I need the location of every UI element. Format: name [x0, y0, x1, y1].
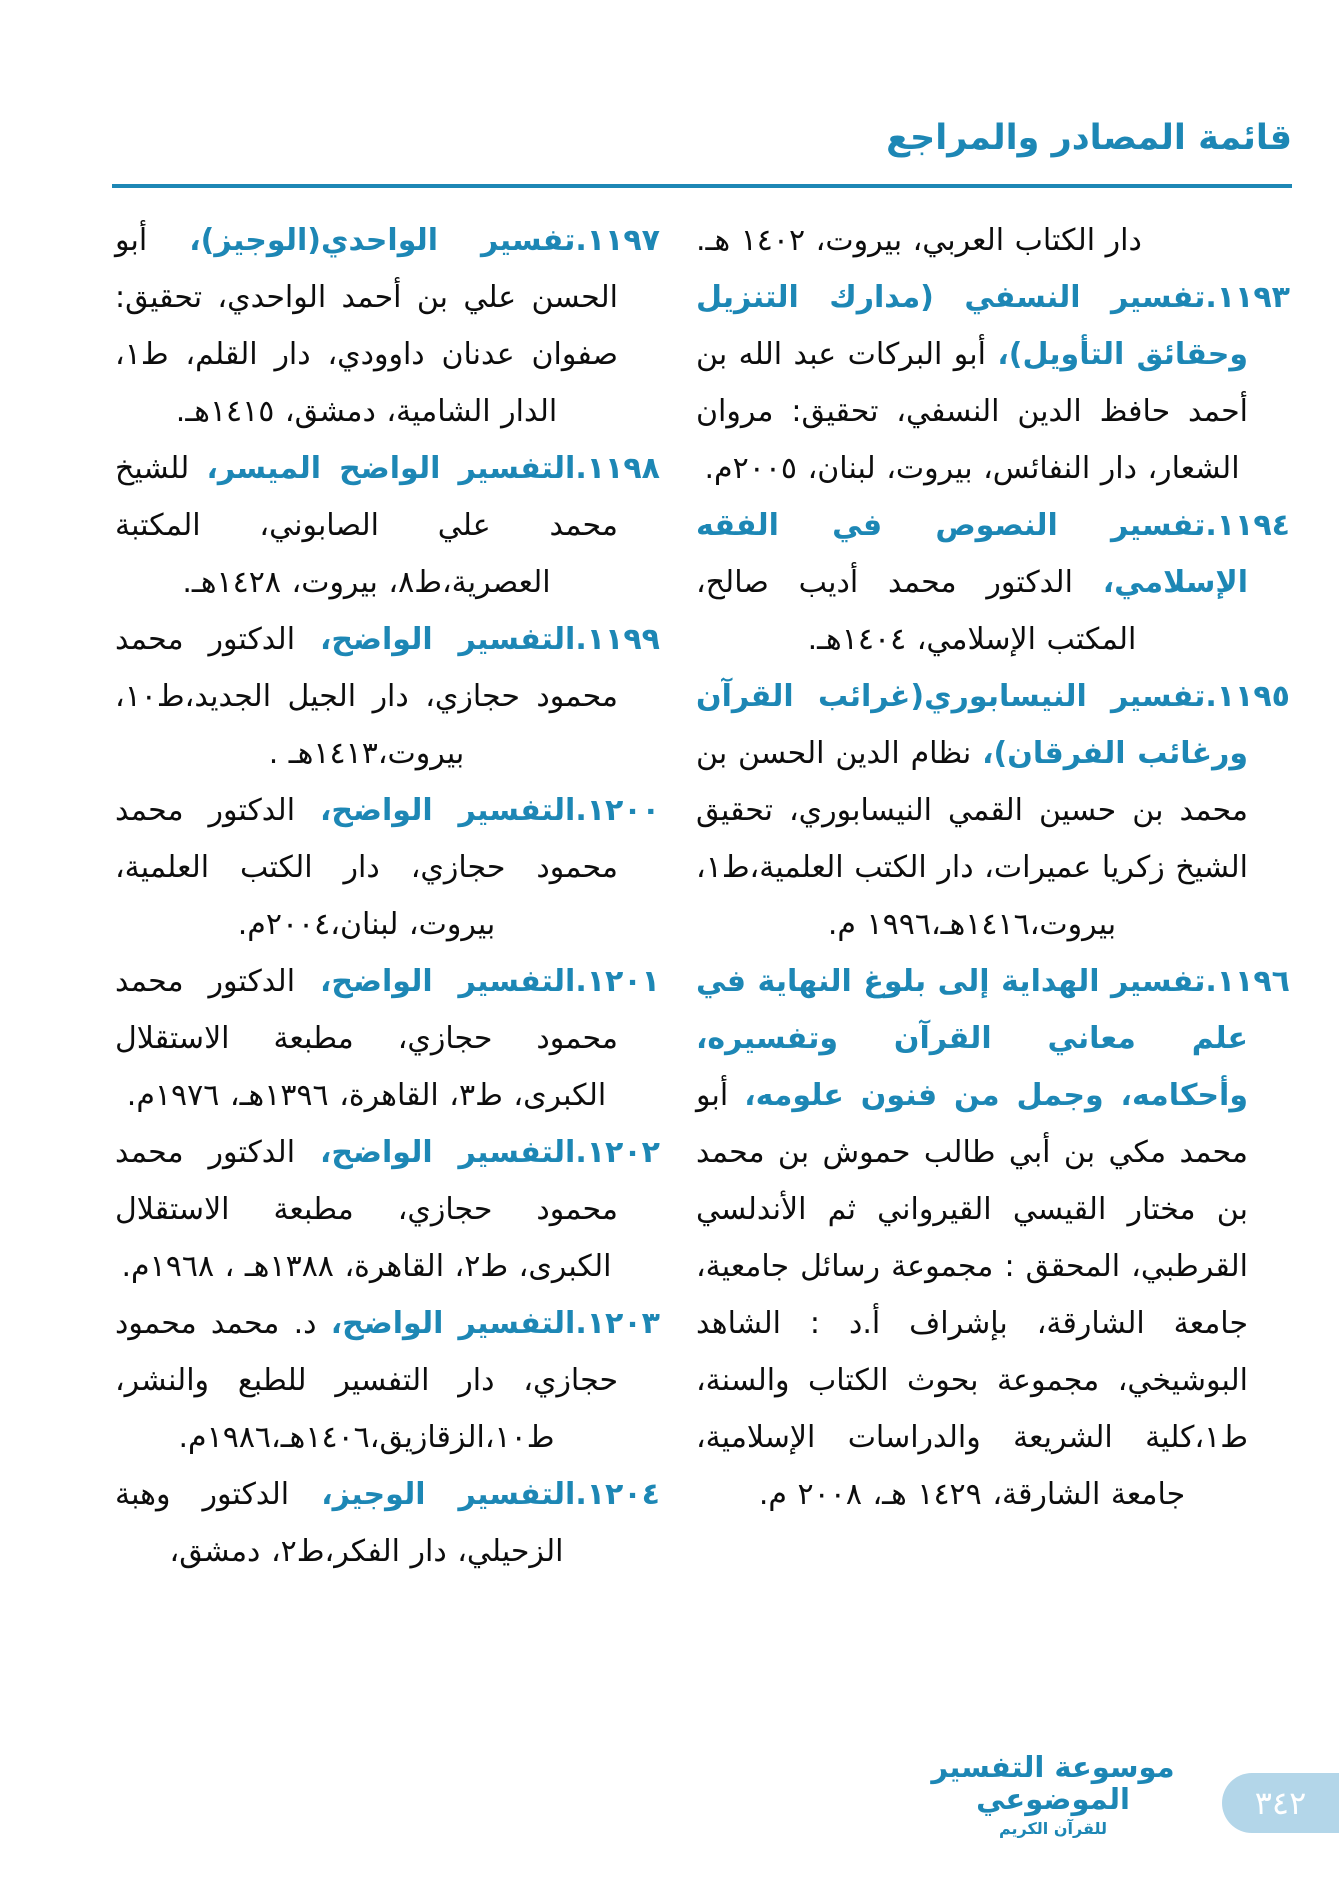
entry-title: تفسير النسفي (مدارك التنزيل وحقائق التأويل)،	[696, 280, 1248, 372]
entry-title: التفسير الواضح،	[320, 1135, 576, 1170]
bib-entry-1200	[115, 782, 660, 953]
page-title: قائمة المصادر والمراجع	[886, 118, 1292, 158]
entry-body: للشيخ محمد علي الصابوني، المكتبة العصرية،ط٨، بيروت، ١٤٢٨هـ.	[115, 451, 618, 600]
entry-number: ١٢٠٠.	[575, 793, 660, 828]
entry-title: التفسير الواضح الميسر،	[206, 451, 576, 486]
entry-number: ١١٩٤.	[1205, 508, 1290, 543]
bibliography-columns	[115, 212, 1290, 1580]
bib-entry-1197	[115, 212, 660, 440]
page-number: ٣٤٢	[1254, 1784, 1307, 1822]
entry-body: الدكتور محمد محمود حجازي، مطبعة الاستقلال الكبرى، ط٢، القاهرة، ١٣٨٨هـ ، ١٩٦٨م.	[115, 1135, 618, 1284]
publisher-logo-title: موسوعة التفسير الموضوعي	[931, 1750, 1175, 1816]
header-rule	[112, 184, 1292, 188]
entry-title: تفسير الهداية إلى بلوغ النهاية في علم معاني القرآن وتفسيره، وأحكامه، وجمل من فنون علومه،	[696, 964, 1248, 1113]
entry-title: التفسير الواضح،	[320, 793, 576, 828]
entry-body: د. محمد محمود حجازي، دار التفسير للطبع والنشر، ط١٠،الزقازيق،١٤٠٦هـ،١٩٨٦م.	[115, 1306, 618, 1455]
entry-title: التفسير الوجيز،	[321, 1477, 576, 1512]
bib-entry-continuation	[696, 212, 1290, 269]
column-right	[696, 212, 1290, 1580]
entry-title: التفسير الواضح،	[320, 964, 576, 999]
entry-body: أبو الحسن علي بن أحمد الواحدي، تحقيق: صفوان عدنان داوودي، دار القلم، ط١، الدار الشامية، دمشق، ١٤١٥هـ.	[115, 223, 618, 429]
entry-number: ١١٩٣.	[1205, 280, 1290, 315]
bib-entry-1198	[115, 440, 660, 611]
entry-title: التفسير الواضح،	[330, 1306, 576, 1341]
bib-entry-1203	[115, 1295, 660, 1466]
bib-entry-1196	[696, 953, 1290, 1523]
publisher-logo	[913, 1752, 1193, 1837]
entry-body: الدكتور محمد أديب صالح، المكتب الإسلامي، ١٤٠٤هـ.	[696, 565, 1137, 657]
bib-entry-1204	[115, 1466, 660, 1580]
entry-body: أبو البركات عبد الله بن أحمد حافظ الدين النسفي، تحقيق: مروان الشعار، دار النفائس، بيروت، لبنان، ٢٠٠٥م.	[696, 337, 1248, 486]
entry-number: ١١٩٥.	[1205, 679, 1290, 714]
publisher-logo-subtitle: للقرآن الكريم	[998, 1818, 1108, 1838]
entry-title: تفسير النصوص في الفقه الإسلامي،	[696, 508, 1249, 600]
entry-title: تفسير النيسابوري(غرائب القرآن ورغائب الفرقان)،	[696, 679, 1248, 771]
page-number-badge	[1222, 1773, 1339, 1833]
bib-entry-1202	[115, 1124, 660, 1295]
entry-body: أبو محمد مكي بن أبي طالب حموش بن محمد بن مختار القيسي القيرواني ثم الأندلسي القرطبي، المحقق : مجموعة رسائل جامعية، جامعة الشارقة، بإشراف أ.د : الشاهد البوشيخي، مجموعة بحوث الكتاب والسنة، ط١،كلية الشريعة والدراسات الإسلامية، جامعة الشارقة، ١٤٢٩ هـ، ٢٠٠٨ م.	[696, 1078, 1248, 1512]
entry-title: التفسير الواضح،	[320, 622, 576, 657]
entry-body: نظام الدين الحسن بن محمد بن حسين القمي النيسابوري، تحقيق الشيخ زكريا عميرات، دار الكتب العلمية،ط١، بيروت،١٤١٦هـ،١٩٩٦ م.	[696, 736, 1248, 942]
bib-entry-1195	[696, 668, 1290, 953]
entry-body: الدكتور محمد محمود حجازي، دار الجيل الجديد،ط١٠، بيروت،١٤١٣هـ .	[115, 622, 618, 771]
entry-number: ١١٩٦.	[1205, 964, 1290, 999]
entry-body: الدكتور محمد محمود حجازي، دار الكتب العلمية، بيروت، لبنان،٢٠٠٤م.	[115, 793, 618, 942]
entry-body: الدكتور محمد محمود حجازي، مطبعة الاستقلال الكبرى، ط٣، القاهرة، ١٣٩٦هـ، ١٩٧٦م.	[115, 964, 618, 1113]
entry-number: ١١٩٧.	[575, 223, 660, 258]
entry-number: ١٢٠٢.	[575, 1135, 660, 1170]
bib-entry-1199	[115, 611, 660, 782]
bib-entry-1201	[115, 953, 660, 1124]
entry-body: الدكتور وهبة الزحيلي، دار الفكر،ط٢، دمشق،	[115, 1477, 564, 1569]
entry-number: ١٢٠٤.	[575, 1477, 660, 1512]
entry-body: دار الكتاب العربي، بيروت، ١٤٠٢ هـ.	[696, 223, 1142, 258]
entry-number: ١٢٠٣.	[575, 1306, 660, 1341]
bib-entry-1194	[696, 497, 1290, 668]
entry-number: ١١٩٩.	[575, 622, 660, 657]
entry-number: ١٢٠١.	[575, 964, 660, 999]
entry-number: ١١٩٨.	[575, 451, 660, 486]
entry-title: تفسير الواحدي(الوجيز)،	[189, 223, 576, 258]
bib-entry-1193	[696, 269, 1290, 497]
column-left	[115, 212, 660, 1580]
